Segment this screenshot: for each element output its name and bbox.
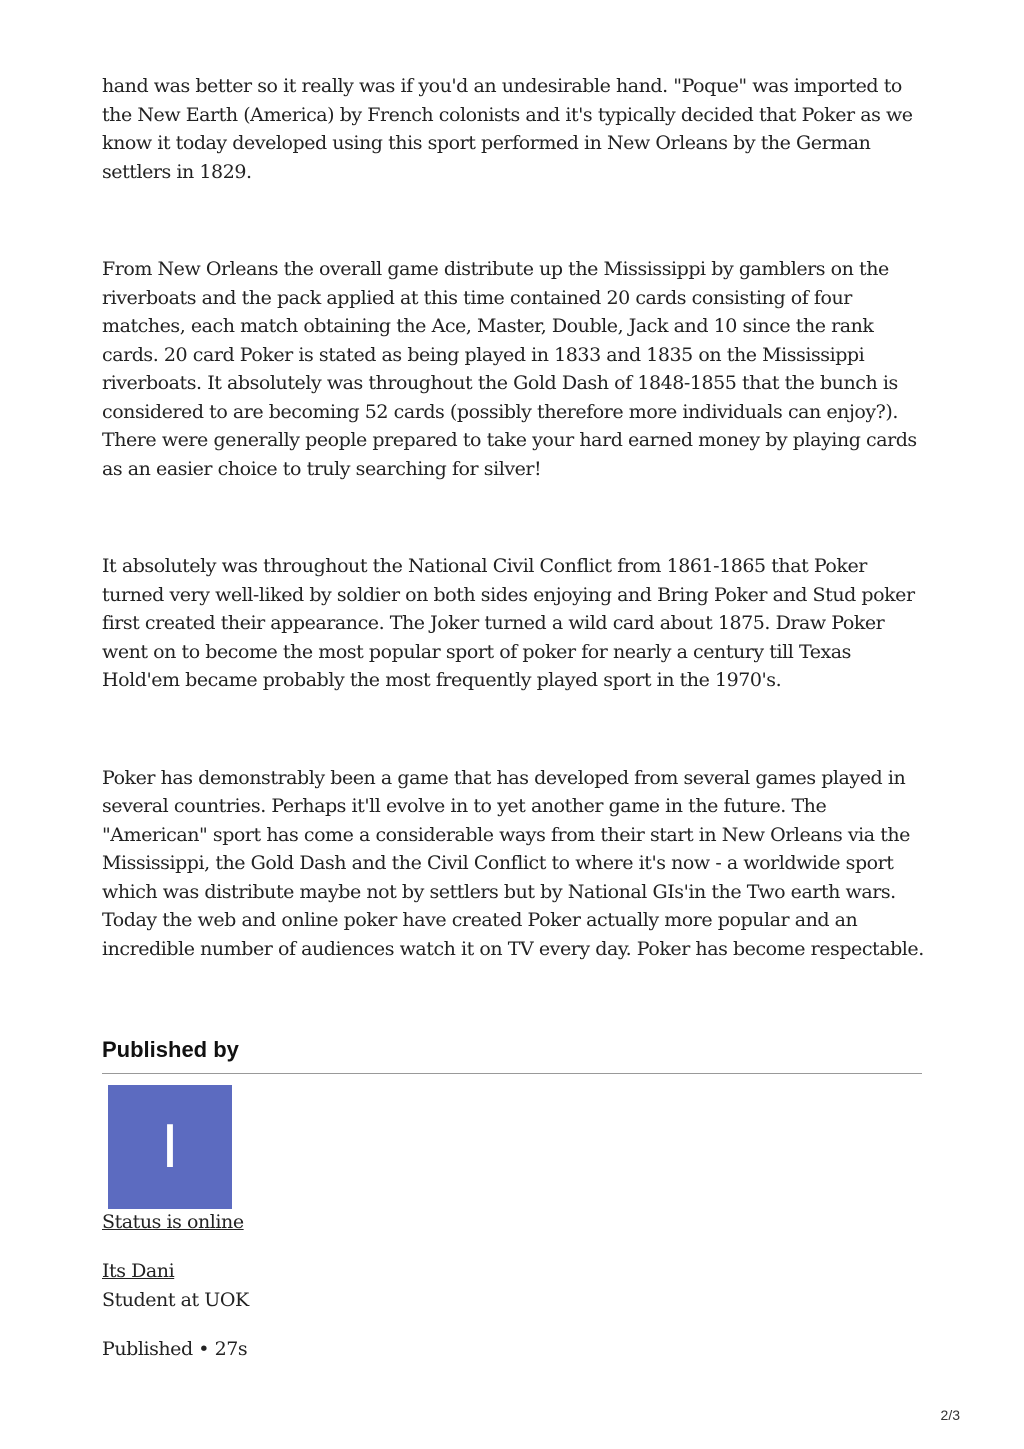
article-paragraph-4: Poker has demonstrably been a game that has developed from several games played in several countries. Perhaps it'll evolve in to yet another game in the future. The "American" sport has come a considerable ways from their start in New Orleans via the Mississippi, the Gold Dash and the Civil Conflict to where it's now - a worldwide sport which was distribute maybe not by settlers but by National GIs'in the Two earth wars. Today the web and online poker have created Poker actually more popular and an incredible number of audiences watch it on TV every day. Poker has become respectable.	[102, 766, 924, 960]
article-paragraph-1: hand was better so it really was if you'd an undesirable hand. "Poque" was imported to the New Earth (America) by French colonists and it's typically decided that Poker as we know it today developed using this sport performed in New Orleans by the German settlers in 1829.	[102, 75, 913, 183]
status-line	[102, 1208, 244, 1237]
article-paragraph-3: It absolutely was throughout the National Civil Conflict from 1861-1865 that Poker turned very well-liked by soldier on both sides enjoying and Bring Poker and Stud poker first created their appearance. The Joker turned a wild card about 1875. Draw Poker went on to become the most popular sport of poker for nearly a century till Texas Hold'em became probably the most frequently played sport in the 1970's.	[102, 555, 915, 691]
status-link[interactable]: Status is online	[102, 1211, 244, 1233]
published-by-heading: Published by	[102, 1037, 239, 1062]
author-name-link[interactable]: Its Dani	[102, 1260, 175, 1282]
article-paragraph-2: From New Orleans the overall game distribute up the Mississippi by gamblers on the riverboats and the pack applied at this time contained 20 cards consisting of four matches, each match obtaining the Ace, Master, Double, Jack and 10 since the rank cards. 20 card Poker is stated as being played in 1833 and 1835 on the Mississippi riverboats. It absolutely was throughout the Gold Dash of 1848-1855 that the bunch is considered to are becoming 52 cards (possibly therefore more individuals can enjoy?). There were generally people prepared to take your hard earned money by playing cards as an easier choice to truly searching for silver!	[102, 258, 917, 480]
published-time: Published • 27s	[102, 1338, 248, 1360]
section-divider	[102, 1073, 922, 1074]
author-role: Student at UOK	[102, 1289, 249, 1311]
avatar-letter: I	[161, 1112, 179, 1181]
author-avatar[interactable]	[108, 1085, 232, 1209]
author-line	[102, 1257, 174, 1286]
page-number: 2/3	[940, 1407, 960, 1423]
article-body	[102, 72, 924, 963]
